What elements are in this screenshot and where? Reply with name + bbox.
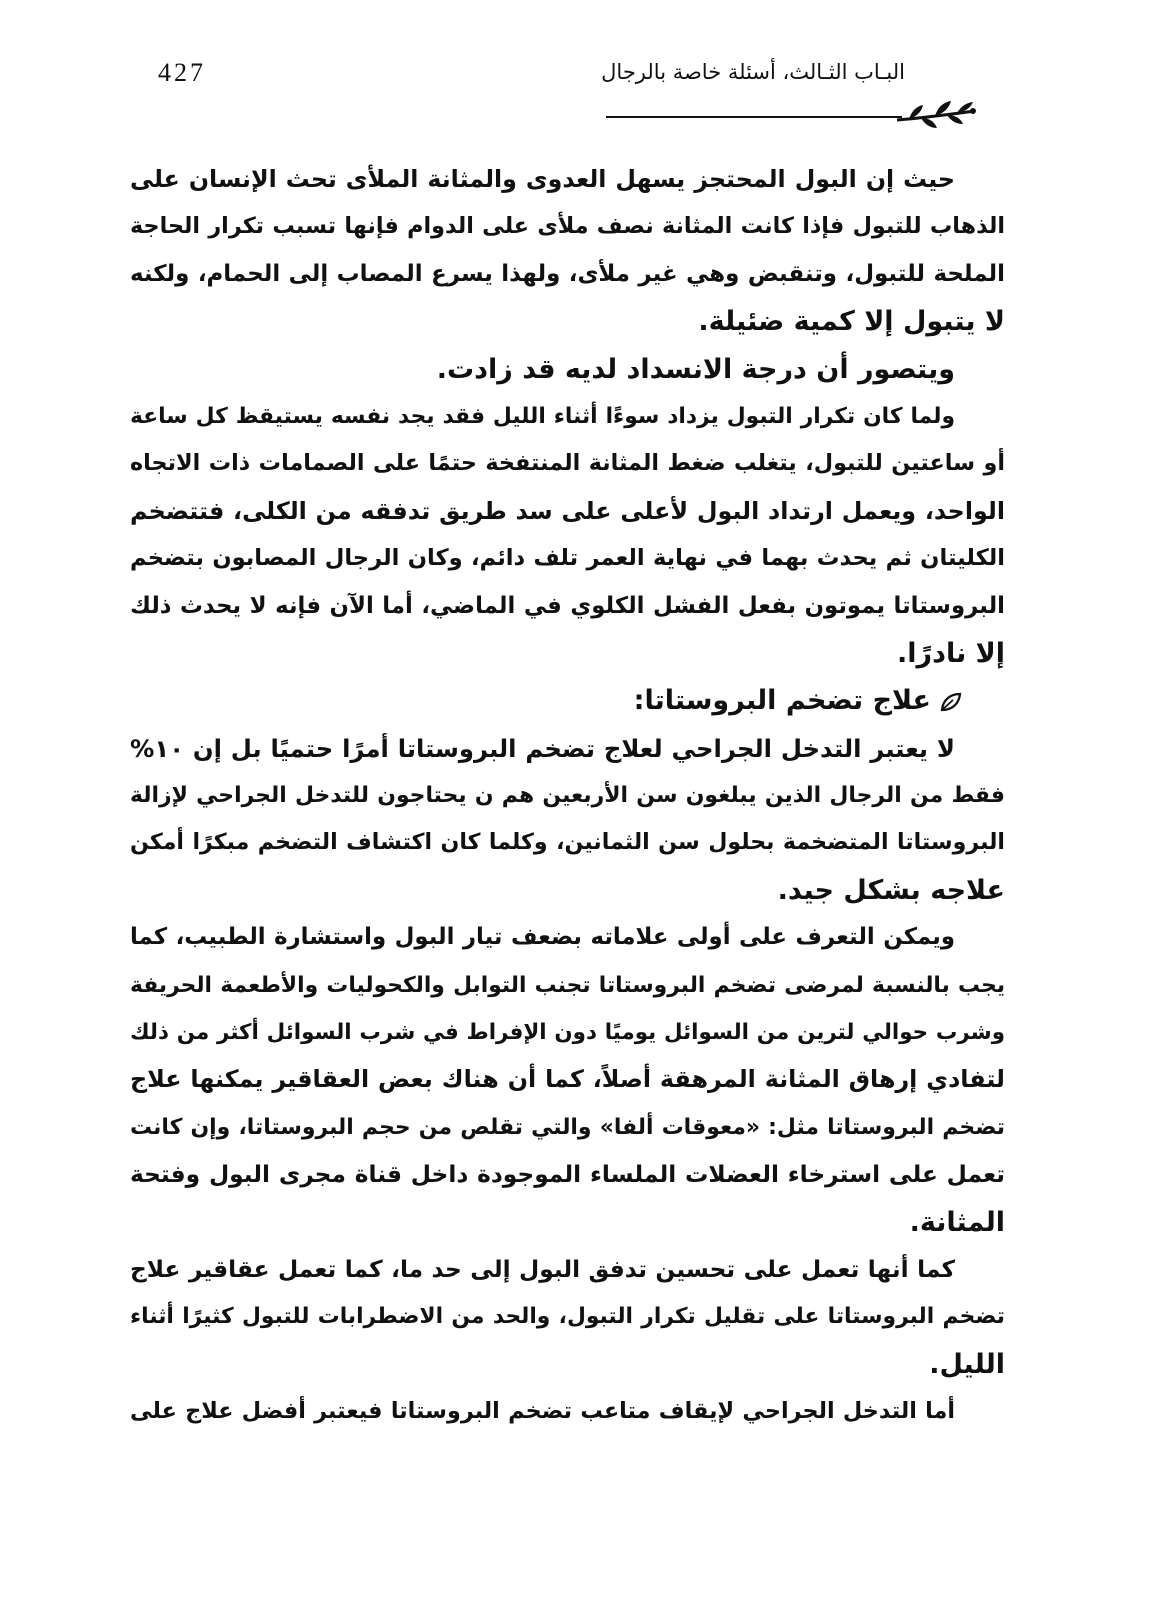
paragraph-line — [130, 1388, 955, 1435]
page-number: 427 — [158, 58, 206, 87]
line-text: لا يتبول إلا كمية ضئيلة. — [698, 306, 1005, 338]
paragraph-line — [130, 914, 955, 961]
paragraph-line — [130, 1341, 1005, 1388]
paragraph-line — [130, 251, 1005, 298]
paragraph-line — [130, 535, 1005, 582]
paragraph — [130, 1388, 1005, 1435]
paragraph-line — [130, 867, 1005, 914]
line-text: كما أنها تعمل على تحسين تدفق البول إلى حد ما، كما تعمل عقاقير علاج — [130, 1255, 955, 1283]
line-text: الملحة للتبول، وتنقبض وهي غير ملأى، ولهذا يسرع المصاب إلى الحمام، ولكنه — [130, 260, 1005, 287]
running-head-title: البـاب الثـالث، أسئلة خاصة بالرجال — [601, 60, 905, 84]
leaf-branch-icon — [893, 96, 977, 132]
line-text: أما التدخل الجراحي لإيقاف متاعب تضخم البروستاتا فيعتبر أفضل علاج على — [130, 1398, 955, 1425]
paragraph — [130, 156, 1005, 346]
header-rule — [606, 116, 902, 118]
line-text: أو ساعتين للتبول، يتغلب ضغط المثانة المنتفخة حتمًا على الصمامات ذات الاتجاه — [130, 450, 1005, 477]
paragraph-line — [130, 962, 1005, 1009]
paragraph-line — [130, 1293, 1005, 1340]
paragraph — [130, 1246, 1005, 1388]
line-text: وشرب حوالي لترين من السوائل يوميًا دون الإفراط في شرب السوائل أكثر من ذلك — [130, 1020, 1005, 1046]
line-text: البروستاتا يموتون بفعل الفشل الكلوي في الماضي، أما الآن فإنه لا يحدث ذلك — [130, 592, 1005, 619]
paragraph-line — [130, 298, 1005, 345]
line-text: إلا نادرًا. — [897, 637, 1005, 669]
line-text: الواحد، ويعمل ارتداد البول لأعلى على سد طريق تدفقه من الكلى، فتتضخم — [130, 496, 1005, 525]
paragraph-line — [130, 1199, 1005, 1246]
line-text: ويتصور أن درجة الانسداد لديه قد زادت. — [436, 353, 955, 385]
paragraph-line — [130, 725, 955, 772]
line-text: حيث إن البول المحتجز يسهل العدوى والمثانة الملأى تحث الإنسان على — [130, 165, 955, 193]
paragraph-line — [130, 346, 955, 393]
paragraph-line — [130, 1246, 955, 1293]
paragraph-line — [130, 1009, 1005, 1056]
line-text: ولما كان تكرار التبول يزداد سوءًا أثناء الليل فقد يجد نفسه يستيقظ كل ساعة — [130, 403, 955, 429]
paragraph-line — [130, 1056, 1005, 1103]
line-text: الكليتان ثم يحدث بهما في نهاية العمر تلف دائم، وكان الرجال المصابون بتضخم — [130, 545, 1005, 572]
line-text: المثانة. — [909, 1206, 1005, 1238]
leaf-icon — [939, 691, 963, 713]
paragraph-line — [130, 156, 955, 203]
paragraph — [130, 914, 1005, 1246]
paragraph-line — [130, 772, 1005, 819]
line-text: ويمكن التعرف على أولى علاماته بضعف تيار البول واستشارة الطبيب، كما — [130, 924, 955, 951]
line-text: تضخم البروستاتا على تقليل تكرار التبول، والحد من الاضطرابات للتبول كثيرًا أثناء — [130, 1304, 1005, 1330]
line-text: لا يعتبر التدخل الجراحي لعلاج تضخم البروستاتا أمرًا حتميًا بل إن ١٠% — [130, 733, 955, 763]
line-text: البروستاتا المتضخمة بحلول سن الثمانين، وكلما كان اكتشاف التضخم مبكرًا أمكن — [130, 829, 1005, 856]
paragraph-line — [130, 630, 1005, 677]
line-text: فقط من الرجال الذين يبلغون سن الأربعين هم ن يحتاجون للتدخل الجراحي لإزالة — [130, 783, 1005, 809]
paragraph-line — [130, 1104, 1005, 1151]
line-text: تضخم البروستاتا مثل: «معوقات ألفا» والتي تقلص من حجم البروستاتا، وإن كانت — [130, 1114, 1005, 1140]
paragraph-line — [130, 440, 1005, 487]
paragraph — [130, 725, 1005, 915]
paragraph-line — [130, 583, 1005, 630]
paragraph-line — [130, 819, 1005, 866]
section-heading-text: علاج تضخم البروستاتا: — [633, 685, 931, 717]
paragraph — [130, 346, 1005, 393]
line-text: علاجه بشكل جيد. — [777, 874, 1005, 906]
section-heading — [130, 677, 963, 724]
paragraph-line — [130, 488, 1005, 535]
line-text: الذهاب للتبول فإذا كانت المثانة نصف ملأى على الدوام فإنها تسبب تكرار الحاجة — [130, 213, 1005, 240]
paragraph-line — [130, 203, 1005, 250]
line-text: يجب بالنسبة لمرضى تضخم البروستاتا تجنب التوابل والكحوليات والأطعمة الحريفة — [130, 972, 1005, 998]
line-text: لتفادي إرهاق المثانة المرهقة أصلاً، كما أن هناك بعض العقاقير يمكنها علاج — [130, 1065, 1005, 1094]
paragraph-line — [130, 1151, 1005, 1198]
line-text: تعمل على استرخاء العضلات الملساء الموجودة داخل قناة مجرى البول وفتحة — [130, 1161, 1005, 1189]
paragraph-line — [130, 393, 955, 440]
body-text — [130, 156, 1005, 1436]
paragraph — [130, 393, 1005, 677]
line-text: الليل. — [929, 1348, 1005, 1380]
